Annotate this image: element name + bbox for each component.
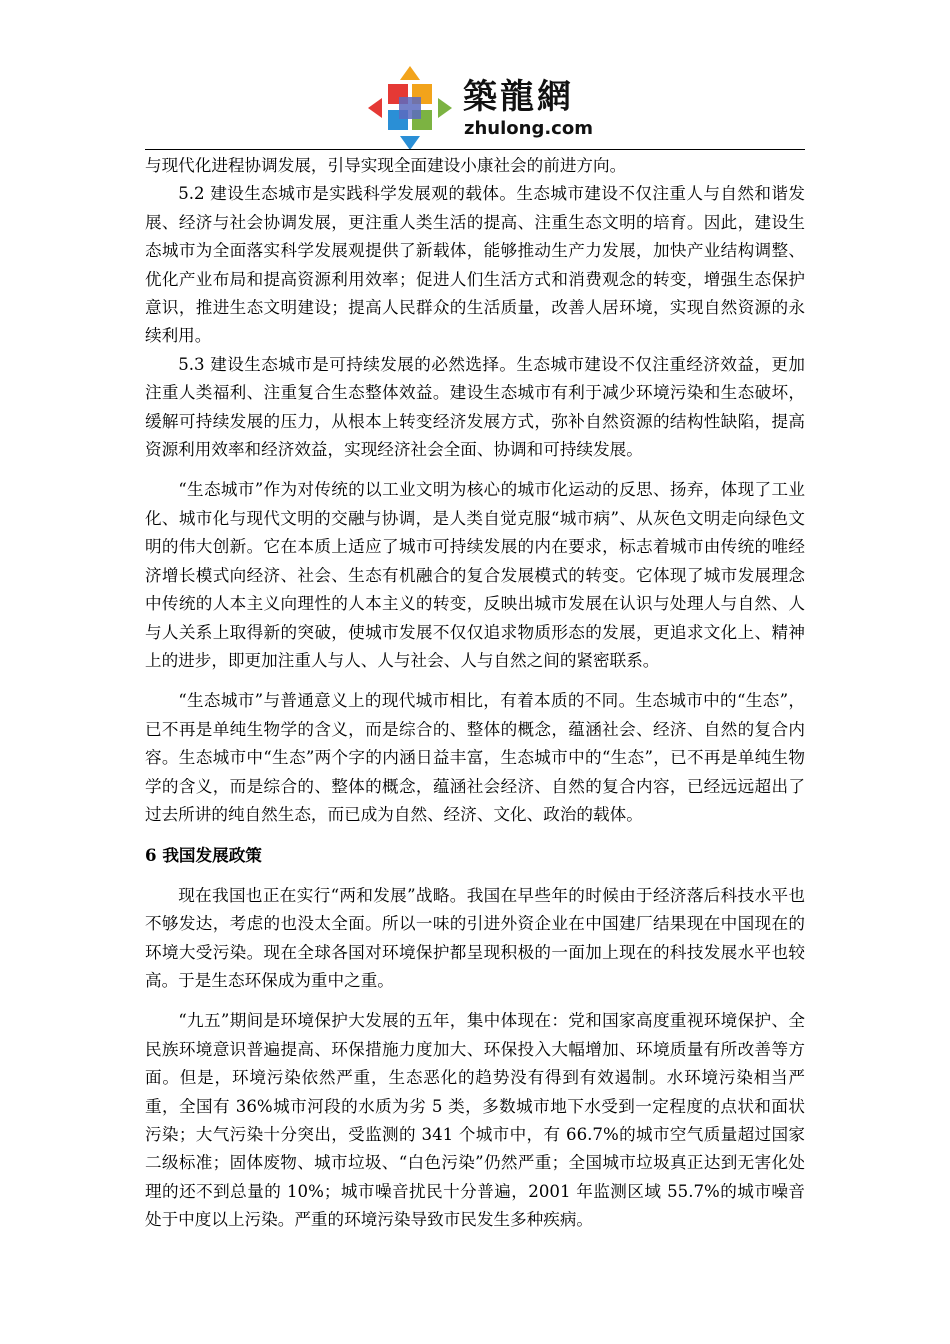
logo-domain-text: zhulong.com [464,118,593,139]
logo-chinese-text: 築龍網 [463,77,574,117]
page-header [0,0,950,150]
header-divider [145,149,805,150]
zhulong-logo-icon [368,66,452,150]
paragraph-ninth-five-year: “九五”期间是环境保护大发展的五年，集中体现在：党和国家高度重视环境保护、全民族环境意识普遍提高、环保措施力度加大、环保投入大幅增加、环境质量有所改善等方面。但是，环境污染依然严重，生态恶化的趋势没有得到有效遏制。水环境污染相当严重，全国有 36%城市河段的水质为劣 5 类，多数城市地下水受到一定程度的点状和面状污染；大气污染十分突出，受监测的 341 个城市中，有 66.7%的城市空气质量超过国家二级标准；固体废物、城市垃圾、“白色污染”仍然严重；全国城市垃圾真正达到无害化处理的还不到总量的 10%；城市噪音扰民十分普遍，2001 年监测区域 55.7%的城市噪音处于中度以上污染。严重的环境污染导致市民发生多种疾病。 [145,1011,805,1230]
paragraph-eco-city-comparison: “生态城市”与普通意义上的现代城市相比，有着本质的不同。生态城市中的“生态”，已不再是单纯生物学的含义，而是综合的、整体的概念，蕴涵社会、经济、自然的复合内容。生态城市中“生态”两个字的内涵日益丰富，生态城市中的“生态”，已不再是单纯生物学的含义，而是综合的、整体的概念，蕴涵社会经济、自然的复合内容，已经远远超出了过去所讲的纯自然生态，而已成为自然、经济、文化、政治的载体。 [145,691,805,824]
section-heading-6: 6 我国发展政策 [145,845,262,866]
paragraph-continuation: 与现代化进程协调发展，引导实现全面建设小康社会的前进方向。 [145,156,627,175]
paragraph-development-strategy: 现在我国也正在实行“两和发展”战略。我国在早些年的时候由于经济落后科技水平也不够发达，考虑的也没太全面。所以一味的引进外资企业在中国建厂结果现在中国现在的环境大受污染。现在全球各国对环境保护都呈现积极的一面加上现在的科技发展水平也较高。于是生态环保成为重中之重。 [145,885,805,990]
paragraph-5-2: 5.2 建设生态城市是实践科学发展观的载体。生态城市建设不仅注重人与自然和谐发展、经济与社会协调发展，更注重人类生活的提高、注重生态文明的培育。因此，建设生态城市为全面落实科学发展观提供了新载体，能够推动生产力发展，加快产业结构调整、优化产业布局和提高资源利用效率；促进人们生活方式和消费观念的转变，增强生态保护意识，推进生态文明建设；提高人民群众的生活质量，改善人居环境，实现自然资源的永续利用。 [145,184,805,346]
paragraph-5-3: 5.3 建设生态城市是可持续发展的必然选择。生态城市建设不仅注重经济效益，更加注重人类福利、注重复合生态整体效益。建设生态城市有利于减少环境污染和生态破坏，缓解可持续发展的压力，从根本上转变经济发展方式，弥补自然资源的结构性缺陷，提高资源利用效率和经济效益，实现经济社会全面、协调和可持续发展。 [145,354,805,460]
paragraph-eco-city-reflection: “生态城市”作为对传统的以工业文明为核心的城市化运动的反思、扬弃，体现了工业化、城市化与现代文明的交融与协调，是人类自觉克服“城市病”、从灰色文明走向绿色文明的伟大创新。它在本质上适应了城市可持续发展的内在要求，标志着城市由传统的唯经济增长模式向经济、社会、生态有机融合的复合发展模式的转变。它体现了城市发展理念中传统的人本主义向理性的人本主义的转变，反映出城市发展在认识与处理人与自然、人与人关系上取得新的突破，使城市发展不仅仅追求物质形态的发展，更追求文化上、精神上的进步，即更加注重人与人、人与社会、人与自然之间的紧密联系。 [145,480,805,670]
document-body [145,152,805,1235]
